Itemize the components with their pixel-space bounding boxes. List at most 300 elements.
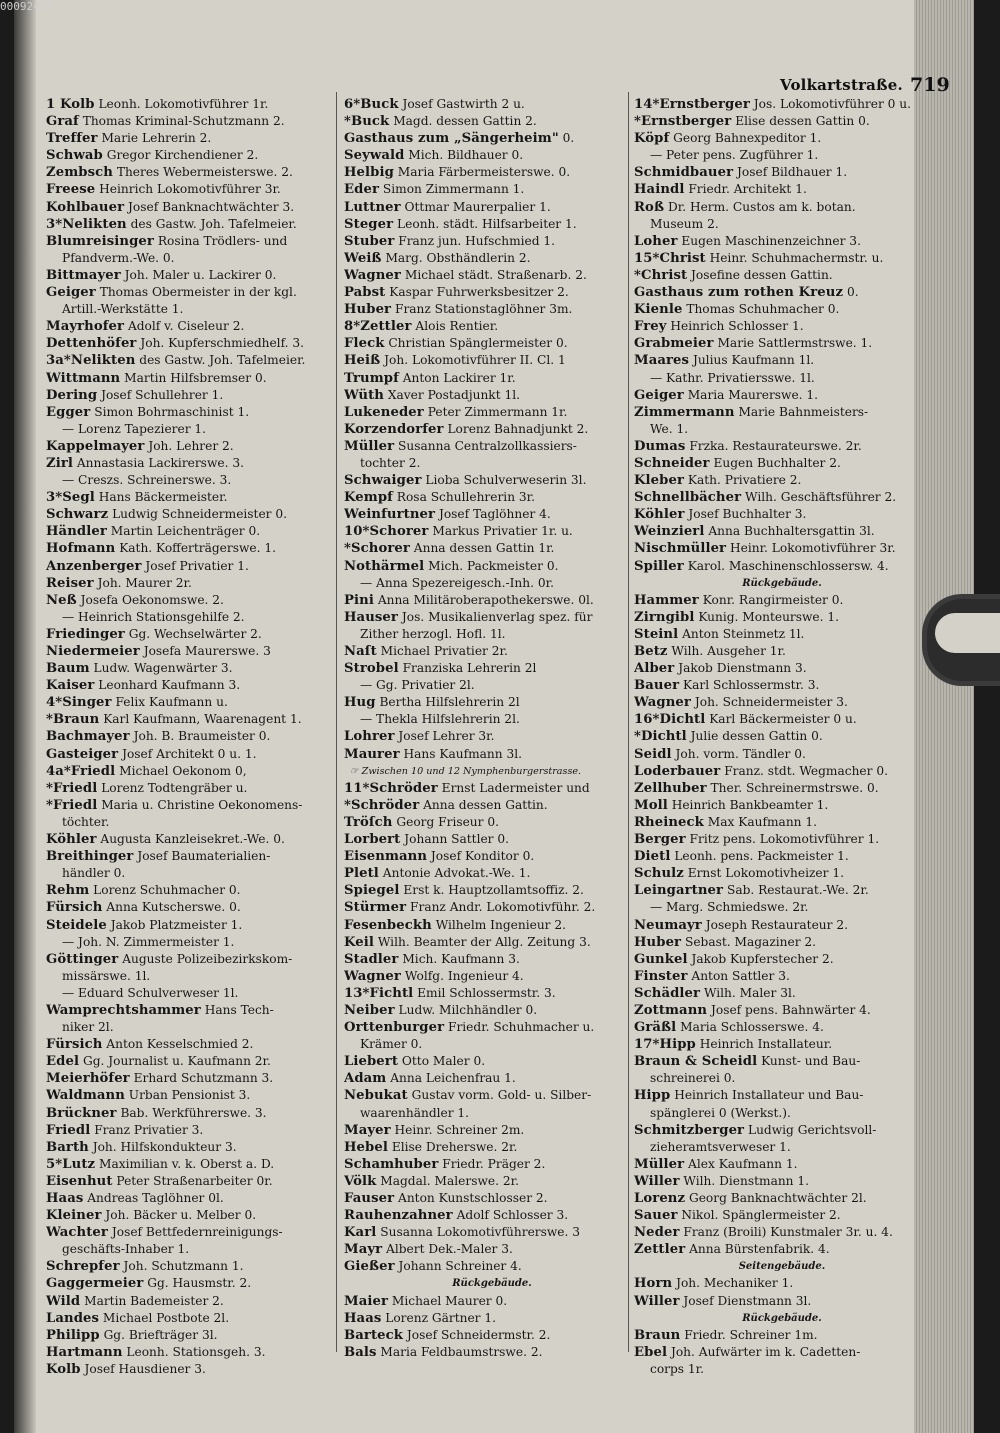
entry-details: Marie Sattlermstrswe. 1. xyxy=(717,336,873,351)
entry-surname: Willer xyxy=(634,1293,680,1309)
entry-details: Elise dessen Gattin 0. xyxy=(735,114,870,129)
entry-details: Heinr. Schreiner 2m. xyxy=(394,1122,525,1137)
entry-surname: Wachter xyxy=(46,1225,108,1241)
entry-surname: Haindl xyxy=(634,182,685,198)
directory-entry xyxy=(46,677,342,694)
entry-details: Josef Taglöhner 4. xyxy=(438,507,551,522)
directory-entry xyxy=(344,335,640,352)
entry-details: Heinrich Bankbeamter 1. xyxy=(671,797,829,812)
directory-entry xyxy=(344,1327,640,1344)
directory-entry xyxy=(344,677,640,694)
entry-surname: Steger xyxy=(344,216,394,232)
entry-details: Nikol. Spänglermeister 2. xyxy=(681,1208,841,1223)
entry-details: Bertha Hilfslehrerin 2l xyxy=(379,695,520,710)
entry-details: — Marg. Schmiedswe. 2r. xyxy=(650,900,809,915)
entry-details: Friedr. Architekt 1. xyxy=(688,182,807,197)
entry-details: Joh. Hilfskondukteur 3. xyxy=(92,1139,237,1154)
directory-entry xyxy=(634,677,930,694)
entry-surname: Barteck xyxy=(344,1327,403,1343)
entry-surname: Fauser xyxy=(344,1191,395,1206)
entry-surname: Kienle xyxy=(634,302,683,318)
book-gutter xyxy=(14,0,36,1433)
directory-entry xyxy=(46,831,342,848)
directory-entry xyxy=(344,643,640,660)
entry-surname: Zettler xyxy=(634,1242,686,1258)
entry-surname: Schneider xyxy=(634,455,710,471)
directory-entry xyxy=(634,301,930,318)
entry-surname: Philipp xyxy=(46,1327,100,1343)
entry-details: Georg Banknachtwächter 2l. xyxy=(688,1191,867,1205)
directory-entry xyxy=(46,1139,342,1156)
directory-entry xyxy=(46,370,342,387)
entry-details: des Gastw. Joh. Tafelmeier. xyxy=(130,216,297,231)
entry-details: Michael Postbote 2l. xyxy=(102,1310,230,1325)
directory-entry xyxy=(344,780,640,797)
directory-entry xyxy=(634,882,930,899)
entry-details: Leonh. Lokomotivführer 1r. xyxy=(98,97,269,111)
directory-entry xyxy=(344,609,640,626)
scan-id: 00092427 xyxy=(0,0,53,13)
directory-entry xyxy=(344,318,640,335)
entry-details: Julie dessen Gattin 0. xyxy=(690,729,823,744)
directory-entry xyxy=(634,1036,930,1053)
directory-entry xyxy=(634,1344,930,1361)
entry-surname: Alber xyxy=(634,661,675,677)
column-1 xyxy=(46,96,342,1378)
directory-entry xyxy=(634,1293,930,1310)
directory-entry xyxy=(46,540,342,557)
entry-surname: Nebukat xyxy=(344,1088,408,1104)
directory-entry xyxy=(634,404,930,421)
entry-details: zieheramtsverweser 1. xyxy=(650,1139,791,1154)
directory-page xyxy=(14,0,974,1433)
page-clip xyxy=(922,594,1000,686)
entry-details: Gustav vorm. Gold- u. Silber- xyxy=(411,1088,592,1103)
directory-entry xyxy=(46,1344,342,1361)
entry-surname: Leingartner xyxy=(634,883,724,899)
entry-surname: Dering xyxy=(46,387,98,403)
entry-details: Wilh. Maler 3l. xyxy=(703,985,796,1000)
directory-entry xyxy=(344,199,640,216)
entry-details: Antonie Advokat.-We. 1. xyxy=(382,866,531,881)
section-heading xyxy=(344,1275,640,1292)
entry-surname: Hofmann xyxy=(46,541,116,557)
entry-details: Josef Buchhalter 3. xyxy=(688,507,807,522)
directory-entry xyxy=(344,540,640,557)
entry-details: Kunst- und Bau- xyxy=(761,1054,861,1069)
page-number: 719 xyxy=(910,74,950,96)
entry-surname: Stuber xyxy=(344,233,395,249)
entry-details: Otto Maler 0. xyxy=(401,1054,486,1069)
directory-entry xyxy=(344,711,640,728)
entry-surname: Pletl xyxy=(344,866,379,882)
directory-entry xyxy=(344,728,640,745)
entry-surname: Korzendorfer xyxy=(344,421,444,437)
directory-entry xyxy=(344,164,640,181)
directory-entry xyxy=(344,421,640,438)
directory-entry xyxy=(344,250,640,267)
entry-surname: Brückner xyxy=(46,1105,117,1121)
entry-surname: Wamprechtshammer xyxy=(46,1002,201,1018)
entry-details: Thomas Kriminal-Schutzmann 2. xyxy=(82,114,285,129)
entry-surname: Pabst xyxy=(344,285,386,301)
directory-entry xyxy=(634,147,930,164)
entry-details: Heinr. Lokomotivführer 3r. xyxy=(729,541,896,556)
entry-details: Adolf Schlosser 3. xyxy=(456,1208,569,1223)
running-head: Volkartstraße. xyxy=(780,76,903,94)
directory-entry xyxy=(344,694,640,711)
entry-details: Peter Straßenarbeiter 0r. xyxy=(116,1173,273,1188)
directory-entry xyxy=(634,352,930,369)
directory-entry xyxy=(46,660,342,677)
directory-entry xyxy=(344,746,640,763)
directory-entry xyxy=(46,558,342,575)
entry-surname: Hug xyxy=(344,695,376,711)
entry-details: Wilh. Geschäftsführer 2. xyxy=(745,490,897,505)
directory-entry xyxy=(634,1173,930,1190)
entry-surname: Treffer xyxy=(46,131,98,147)
entry-surname: Gräßl xyxy=(634,1020,677,1036)
entry-surname: Mayr xyxy=(344,1242,383,1258)
directory-entry xyxy=(634,848,930,865)
directory-entry xyxy=(634,216,930,233)
entry-details: Karl Kaufmann, Waarenagent 1. xyxy=(103,712,302,727)
directory-entry xyxy=(634,609,930,626)
entry-surname: Huber xyxy=(344,302,392,318)
directory-entry xyxy=(634,711,930,728)
entry-details: Michael städt. Straßenarb. 2. xyxy=(404,267,587,282)
entry-details: töchter. xyxy=(62,814,110,829)
directory-entry xyxy=(46,968,342,985)
entry-details: Anton Kunstschlosser 2. xyxy=(398,1191,548,1205)
directory-entry xyxy=(344,1310,640,1327)
directory-entry xyxy=(344,1053,640,1070)
directory-entry xyxy=(634,164,930,181)
entry-details: — Anna Spezereigesch.-Inh. 0r. xyxy=(360,575,554,590)
entry-details: des Gastw. Joh. Tafelmeier. xyxy=(139,353,306,368)
directory-entry xyxy=(46,814,342,831)
directory-entry xyxy=(46,609,342,626)
directory-entry xyxy=(634,233,930,250)
entry-surname: Kohlbauer xyxy=(46,199,125,215)
entry-details: Magd. dessen Gattin 2. xyxy=(393,114,537,129)
entry-surname: 3*Segl xyxy=(46,490,95,506)
entry-details: Joh. vorm. Tändler 0. xyxy=(675,746,806,761)
entry-details: Bab. Werkführerswe. 3. xyxy=(120,1105,267,1120)
entry-details: Eugen Maschinenzeichner 3. xyxy=(681,233,861,248)
entry-surname: Eisenmann xyxy=(344,849,428,865)
directory-entry xyxy=(46,284,342,301)
directory-entry xyxy=(634,1275,930,1292)
directory-entry xyxy=(46,865,342,882)
entry-surname: Lukeneder xyxy=(344,404,424,420)
entry-details: — Thekla Hilfslehrerin 2l. xyxy=(360,712,520,727)
entry-details: Ernst Ladermeister und xyxy=(441,780,590,795)
directory-entry xyxy=(634,934,930,951)
directory-entry xyxy=(344,1105,640,1122)
entry-surname: Eisenhut xyxy=(46,1173,113,1189)
entry-details: Michael Privatier 2r. xyxy=(380,644,508,658)
entry-surname: 15*Christ xyxy=(634,250,706,266)
entry-surname: Weiß xyxy=(344,250,382,266)
entry-surname: *Dichtl xyxy=(634,729,687,745)
entry-details: Jos. Lokomotivführer 0 u. xyxy=(753,97,912,111)
directory-entry xyxy=(344,968,640,985)
entry-details: Martin Leichenträger 0. xyxy=(110,524,261,539)
entry-surname: Müller xyxy=(634,1156,685,1172)
entry-surname: Wagner xyxy=(344,968,401,984)
entry-details: Joh. Kupferschmiedhelf. 3. xyxy=(140,336,305,351)
entry-surname: Meierhöfer xyxy=(46,1071,130,1087)
entry-surname: Mayer xyxy=(344,1122,391,1138)
entry-surname: Haas xyxy=(344,1310,382,1326)
entry-details: Seitengebäude. xyxy=(738,1261,826,1273)
entry-surname: Breithinger xyxy=(46,849,134,865)
entry-details: Johann Sattler 0. xyxy=(404,832,510,847)
entry-details: Marie Lehrerin 2. xyxy=(101,131,212,146)
entry-surname: Hartmann xyxy=(46,1344,123,1360)
directory-entry xyxy=(46,489,342,506)
entry-details: Josefa Maurerswe. 3 xyxy=(143,644,271,658)
entry-details: Heinrich Schlosser 1. xyxy=(670,319,804,334)
entry-details: Karol. Maschinenschlossersw. 4. xyxy=(687,558,889,573)
directory-entry xyxy=(344,882,640,899)
entry-surname: Tröſch xyxy=(344,814,393,830)
directory-entry xyxy=(634,1122,930,1139)
entry-details: Georg Bahnexpeditor 1. xyxy=(673,131,822,146)
directory-entry xyxy=(634,1139,930,1156)
entry-surname: Naſt xyxy=(344,644,377,659)
directory-entry xyxy=(46,199,342,216)
entry-details: Josefa Oekonomswe. 2. xyxy=(80,592,224,607)
directory-entry xyxy=(634,267,930,284)
entry-details: Kath. Privatiere 2. xyxy=(687,473,802,488)
entry-details: Hans Tech- xyxy=(204,1002,274,1017)
directory-entry xyxy=(634,284,930,301)
directory-entry xyxy=(46,233,342,250)
entry-details: Peter Zimmermann 1r. xyxy=(427,404,568,419)
entry-surname: Geiger xyxy=(634,387,684,403)
entry-surname: 10*Schorer xyxy=(344,524,429,540)
entry-details: Josef Schullehrer 1. xyxy=(101,387,224,402)
directory-entry xyxy=(344,233,640,250)
entry-surname: Schamhuber xyxy=(344,1156,439,1172)
directory-entry xyxy=(344,1036,640,1053)
directory-entry xyxy=(46,1275,342,1292)
entry-surname: Trumpf xyxy=(344,370,399,386)
entry-details: Urban Pensionist 3. xyxy=(128,1088,251,1103)
entry-surname: Sauer xyxy=(634,1208,678,1224)
entry-surname: Nothärmel xyxy=(344,558,425,574)
entry-details: Anton Sattler 3. xyxy=(691,968,790,983)
entry-surname: Horn xyxy=(634,1276,673,1292)
entry-surname: Schädler xyxy=(634,985,701,1001)
directory-entry xyxy=(46,1241,342,1258)
entry-details: Karl Schlossermstr. 3. xyxy=(683,678,820,693)
entry-details: Joh. Maler u. Lackirer 0. xyxy=(124,267,277,282)
entry-surname: Egger xyxy=(46,404,91,420)
entry-details: — Joh. N. Zimmermeister 1. xyxy=(62,934,235,949)
directory-entry xyxy=(344,575,640,592)
entry-details: Susanna Centralzollkassiers- xyxy=(398,438,577,453)
entry-details: Zither herzogl. Hofl. 1l. xyxy=(360,626,506,641)
entry-surname: 11*Schröder xyxy=(344,780,438,796)
directory-entry xyxy=(46,797,342,814)
entry-details: Michael Maurer 0. xyxy=(391,1293,508,1308)
entry-surname: Gießer xyxy=(344,1259,395,1275)
directory-entry xyxy=(46,711,342,728)
entry-details: Heinrich Installateur. xyxy=(699,1037,833,1052)
section-heading xyxy=(634,575,930,592)
entry-details: Heinrich Installateur und Bau- xyxy=(674,1088,864,1103)
entry-details: Andreas Taglöhner 0l. xyxy=(87,1191,224,1205)
directory-entry xyxy=(344,1156,640,1173)
entry-surname: Neiber xyxy=(344,1002,395,1018)
entry-details: Fritz pens. Lokomotivführer 1. xyxy=(689,832,880,847)
section-heading xyxy=(634,1258,930,1275)
entry-surname: Weinfurtner xyxy=(344,507,436,523)
directory-entry xyxy=(46,626,342,643)
column-2 xyxy=(344,96,640,1361)
entry-surname: Zembsch xyxy=(46,165,113,181)
entry-details: Theres Webermeisterswe. 2. xyxy=(116,165,293,180)
entry-surname: 3a*Nelikten xyxy=(46,353,136,369)
directory-entry xyxy=(46,985,342,1002)
entry-details: niker 2l. xyxy=(62,1020,114,1035)
entry-surname: Neß xyxy=(46,592,77,608)
entry-details: Leonh. Stationsgeh. 3. xyxy=(126,1344,266,1359)
entry-details: Anna Bürstenfabrik. 4. xyxy=(689,1242,830,1257)
directory-entry xyxy=(634,660,930,677)
entry-surname: Betz xyxy=(634,644,668,659)
entry-details: Anna Kutscherswe. 0. xyxy=(106,900,241,915)
entry-details: Elise Dreherswe. 2r. xyxy=(391,1139,518,1154)
entry-surname: Braun xyxy=(634,1327,681,1343)
entry-surname: Willer xyxy=(634,1173,680,1189)
entry-details: Lorenz Schuhmacher 0. xyxy=(93,883,241,898)
entry-details: Friedr. Schreiner 1m. xyxy=(684,1327,818,1342)
entry-surname: Zirl xyxy=(46,455,73,471)
entry-surname: Schulz xyxy=(634,866,684,882)
entry-details: Magdal. Malerswe. 2r. xyxy=(380,1173,519,1188)
directory-entry xyxy=(344,1258,640,1275)
directory-entry xyxy=(634,421,930,438)
directory-entry xyxy=(344,472,640,489)
directory-entry xyxy=(46,1173,342,1190)
entry-details: Lioba Schulverweserin 3l. xyxy=(425,473,587,488)
directory-entry xyxy=(46,882,342,899)
directory-entry xyxy=(344,1173,640,1190)
entry-surname: Nischmüller xyxy=(634,541,727,557)
entry-surname: Haas xyxy=(46,1191,84,1206)
entry-details: Sab. Restaurat.-We. 2r. xyxy=(726,883,869,898)
entry-surname: Gasteiger xyxy=(46,746,119,762)
entry-surname: Wüth xyxy=(344,387,384,403)
directory-entry xyxy=(634,831,930,848)
directory-entry xyxy=(344,1070,640,1087)
entry-details: Martin Bademeister 2. xyxy=(84,1293,224,1308)
entry-surname: Kappelmayer xyxy=(46,438,145,454)
entry-surname: Wagner xyxy=(344,267,401,283)
entry-details: Gg. Hausmstr. 2. xyxy=(147,1276,252,1291)
entry-details: Josef Banknachtwächter 3. xyxy=(128,199,295,214)
entry-details: Erhard Schutzmann 3. xyxy=(133,1071,274,1086)
directory-entry xyxy=(46,438,342,455)
entry-surname: Barth xyxy=(46,1139,89,1155)
entry-surname: Waldmann xyxy=(46,1088,125,1104)
directory-entry xyxy=(46,1002,342,1019)
entry-surname: Lorenz xyxy=(634,1191,686,1206)
entry-surname: Schnellbächer xyxy=(634,490,742,506)
directory-entry xyxy=(46,216,342,233)
entry-details: Mich. Packmeister 0. xyxy=(428,558,559,573)
entry-surname: Rheineck xyxy=(634,814,704,830)
directory-entry xyxy=(46,113,342,130)
entry-details: Joseph Restaurateur 2. xyxy=(705,917,848,932)
directory-entry xyxy=(46,848,342,865)
entry-surname: *Christ xyxy=(634,267,688,283)
entry-surname: Heiß xyxy=(344,353,381,369)
directory-entry xyxy=(46,301,342,318)
directory-entry xyxy=(344,147,640,164)
entry-surname: Dumas xyxy=(634,438,686,454)
entry-surname: Hebel xyxy=(344,1139,388,1155)
entry-surname: Köpf xyxy=(634,131,670,147)
directory-entry xyxy=(344,1002,640,1019)
entry-surname: Pini xyxy=(344,592,374,608)
entry-surname: Bals xyxy=(344,1344,377,1360)
directory-entry xyxy=(634,865,930,882)
directory-entry xyxy=(46,1156,342,1173)
entry-details: Franz. stdt. Wegmacher 0. xyxy=(724,763,888,778)
entry-details: Alois Rentier. xyxy=(415,319,499,334)
entry-details: Maria Maurerswe. 1. xyxy=(687,387,819,402)
entry-surname: Händler xyxy=(46,524,107,540)
entry-details: — Creszs. Schreinerswe. 3. xyxy=(62,473,232,488)
entry-surname: Fürsich xyxy=(46,900,103,916)
entry-details: Anton Kesselschmied 2. xyxy=(106,1037,254,1052)
directory-entry xyxy=(634,250,930,267)
directory-entry xyxy=(46,1087,342,1104)
directory-entry xyxy=(344,1241,640,1258)
directory-entry xyxy=(344,934,640,951)
entry-details: Max Kaufmann 1. xyxy=(707,814,818,829)
entry-surname: Kleiner xyxy=(46,1208,102,1224)
entry-surname: Baum xyxy=(46,661,90,677)
entry-details: Marg. Obsthändlerin 2. xyxy=(385,250,531,265)
directory-entry xyxy=(46,1105,342,1122)
directory-entry xyxy=(634,489,930,506)
entry-surname: 14*Ernstberger xyxy=(634,97,750,112)
entry-details: Kath. Kofferträgerswe. 1. xyxy=(119,541,276,556)
entry-surname: Kaiser xyxy=(46,678,95,694)
entry-surname: Frey xyxy=(634,319,667,335)
directory-entry xyxy=(344,797,640,814)
entry-details: Anna dessen Gattin. xyxy=(423,797,548,812)
entry-details: Josef Hausdiener 3. xyxy=(84,1361,206,1376)
entry-details: Wilh. Dienstmann 1. xyxy=(683,1173,810,1188)
entry-surname: Steinl xyxy=(634,626,679,642)
directory-entry xyxy=(634,917,930,934)
entry-details: Adolf v. Ciseleur 2. xyxy=(127,319,245,334)
directory-entry xyxy=(344,1139,640,1156)
entry-details: Gg. Wechselwärter 2. xyxy=(128,626,262,641)
entry-details: Josef Konditor 0. xyxy=(430,849,535,864)
entry-details: Ludwig Gerichtsvoll- xyxy=(747,1122,877,1137)
directory-entry xyxy=(344,1087,640,1104)
entry-details: Friedr. Schuhmacher u. xyxy=(448,1020,595,1035)
directory-entry xyxy=(634,1053,930,1070)
